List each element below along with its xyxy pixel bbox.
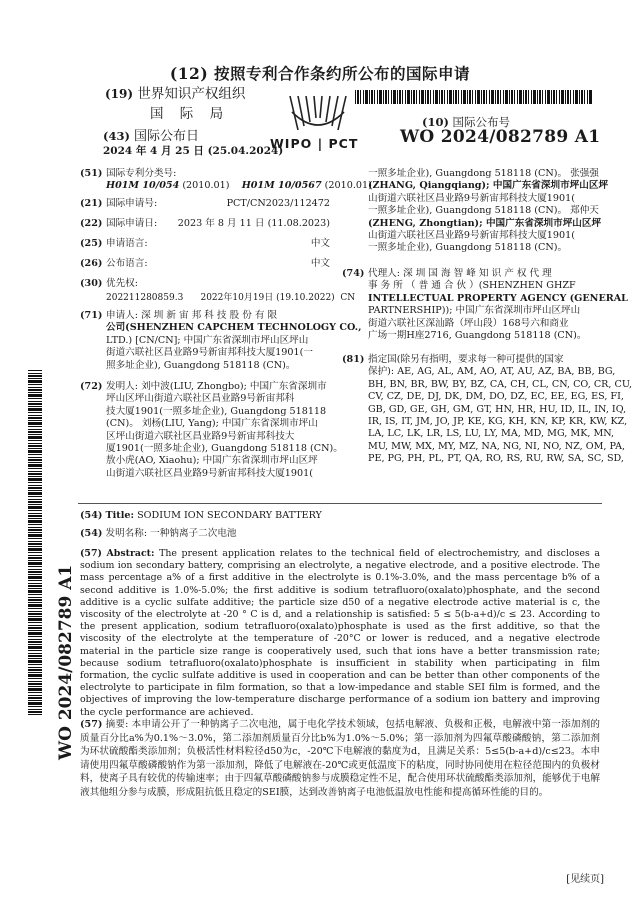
org-bureau: 国 际 局: [150, 106, 230, 122]
pub-date-label: (43) 国际公布日: [103, 129, 200, 144]
document-title: (12) 按照专利合作条约所公布的国际申请: [169, 64, 471, 83]
field-72-text: 发明人: 刘中波(LIU, Zhongbo); 中国广东省深圳市 坪山区坪山街道六联社区昌业路9号新宙邦科 技大厦1901(一照多址企业), Guangdong 518118 (CN)。 刘杨(LIU, Yang); 中国广东省深圳市坪山 区坪山街道六联社区昌业路9号新宙邦科技大 厦1901(一照多址企业), Guangdong 518118 (CN)。 敖小虎(AO, Xiaohu); 中国广东省深圳市坪山区坪 山街道六联社区昌业路9号新宙邦科技大厦1901(: [106, 381, 343, 479]
wipo-pct-wordmark: WIPO | PCT: [270, 136, 359, 151]
continued-note: [见续页]: [566, 874, 604, 885]
abstract-cn: (57) 摘要: 本申请公开了一种钠离子二次电池，属于电化学技术领域，包括电解液、负极和正极，电解液中第一添加剂的质量百分比a%为0.1%～3.0%，第二添加剂质量百分比b%为1.0%～5.0%；第一添加剂为四氟草酸磷酸钠，第二添加剂为环状硫酸酯类添加剂；负极活性材料粒径d50为c，-20℃下电解液的黏度为d，且满足关系：5≤5(b-a+d)/c≤23。本申请使用四氟草酸磷酸钠作为第一添加剂，降低了电解液在-20℃或更低温度下的粘度，同时协同使用在粒径范围内的负极材料，使离子具有较优的传输速率；由于四氟草酸磷酸钠参与成膜稳定性不足，配合使用环状硫酸酯类添加剂，能够优于电解液其他组分参与成膜，形成阻抗低且稳定的SEI膜，达到改善钠离子电池低温放电性能和提高循环性能的目的。: [80, 719, 600, 798]
pub-date-value: 2024 年 4 月 25 日 (25.04.2024): [103, 145, 284, 157]
field-81-text: 指定国(除另有指明，要求每一种可提供的国家 保护): AE, AG, AL, AM, AO, AT, AU, AZ, BA, BB, BG, BH, BN, BR, BW, BY, BZ, CA, CH, CL, CN, CO, CR, CU, CV, CZ, DE, DJ, DK, DM, DO, DZ, EC, EE, EG, ES, FI, GB, GD, GE, GH, GM, GT, HN, HR, HU, ID, IL, IN, IQ, IR, IS, IT, JM, JO, JP, KE, KG, KH, KN, KP, KR, KW, KZ, LA, LC, LK, LR, LS, LU, LY, MA, MD, MG, MK, MN, MU, MW, MX, MY, MZ, NA, NG, NI, NO, NZ, OM, PA, PE, PG, PH, PL, PT, QA, RO, RS, RU, RW, SA, SC, SD,: [368, 354, 633, 465]
field-30-value: 202211280859.3 2022年10月19日 (19.10.2022) CN: [106, 293, 356, 303]
field-30: (30) 优先权:: [80, 278, 139, 289]
field-51: (51) 国际专利分类号:: [80, 168, 177, 179]
field-72: (72): [80, 381, 103, 392]
title-cn: (54) 发明名称: 一种钠离子二次电池: [80, 528, 237, 539]
wipo-logo-icon: [286, 92, 350, 136]
pub-number-label: (10) 国际公布号: [422, 115, 511, 129]
field-26: (26) 公布语言: 中文: [80, 258, 330, 269]
field-51-values: H01M 10/054 (2010.01) H01M 10/0567 (2010.01): [106, 180, 372, 191]
field-21: (21) 国际申请号: PCT/CN2023/112472: [80, 198, 330, 209]
field-71: (71): [80, 310, 103, 321]
field-22: (22) 国际申请日: 2023 年 8 月 11 日 (11.08.2023): [80, 218, 330, 229]
section-divider: [78, 503, 602, 504]
pub-number-value: WO 2024/082789 A1: [400, 127, 601, 147]
org-name: (19) 世界知识产权组织: [105, 86, 246, 102]
field-25: (25) 申请语言: 中文: [80, 238, 330, 249]
title-en: (54) Title: SODIUM ION SECONDARY BATTERY: [80, 510, 322, 521]
side-barcode: [28, 370, 42, 715]
side-pub-number: WO 2024/082789 A1: [56, 564, 76, 760]
top-barcode: [355, 90, 593, 104]
field-74-text: 代理人: 深 圳 国 海 智 峰 知 识 产 权 代 理 事 务 所 （ 普 通 合 伙 ）(SHENZHEN GHZF INTELLECTUAL PROPERTY AGENCY (GENERAL PARTNERSHIP)); 中国广东省深圳市坪山区坪山 街道六联社区深汕路（坪山段）168号六和商业 广场一期H座2716, Guangdong 518118 (CN)。: [368, 268, 628, 342]
inventors-continued: 一照多址企业), Guangdong 518118 (CN)。 张强强 (ZHANG, Qiangqiang); 中国广东省深圳市坪山区坪 山街道六联社区昌业路9号新宙邦科技大厦1901( 一照多址企业), Guangdong 518118 (CN)。 郑仲天 (ZHENG, Zhongtian); 中国广东省深圳市坪山区坪 山街道六联社区昌业路9号新宙邦科技大厦1901( 一照多址企业), Guangdong 518118 (CN)。: [368, 168, 609, 254]
field-71-text: 申请人: 深 圳 新 宙 邦 科 技 股 份 有 限 公司(SHENZHEN CAPCHEM TECHNOLOGY CO., LTD.) [CN/CN]; 中国广东省深圳市坪山区坪山 街道六联社区昌业路9号新宙邦科技大厦1901(一 照多址企业), Guangdong 518118 (CN)。: [106, 310, 362, 371]
field-81: (81): [342, 354, 365, 365]
field-74: (74): [342, 268, 365, 279]
abstract-en: (57) Abstract: The present application relates to the technical field of electrochemistry, and discloses a sodium ion secondary battery, comprising an electrolyte, a negative electrode, and a positive electrode. The mass percentage a% of a first additive in the electrolyte is 0.1%-3.0%, and the mass percentage b% of a second additive is 1.0%-5.0%; the first additive is sodium tetrafluoro(oxalato)phosphate, and the second additive is a cyclic sulfate additive; the particle size d50 of a negative electrode active material is c, the viscosity of the electrolyte at -20 ° C is d, and a relationship is satisfied: 5 ≤ 5(b-a+d)/c ≤ 23. According to the present application, sodium tetrafluoro(oxalato)phosphate is used as the first additive, so that the viscosity of the electrolyte at the temperature of -20°C or lower is reduced, and a negative electrode material in the particle size range is cooperatively used, such that ions have a better transmission rate; because sodium tetrafluoro(oxalato)phosphate is insufficient in stability when participating in film formation, the cyclic sulfate additive is used in cooperation and can be better than other components of the electrolyte to participate in film formation, so that a low-impedance and stable SEI film is formed, and the objectives of improving the low-temperature discharge performance of a sodium ion battery and improving the cycle performance are achieved.: [80, 548, 601, 718]
